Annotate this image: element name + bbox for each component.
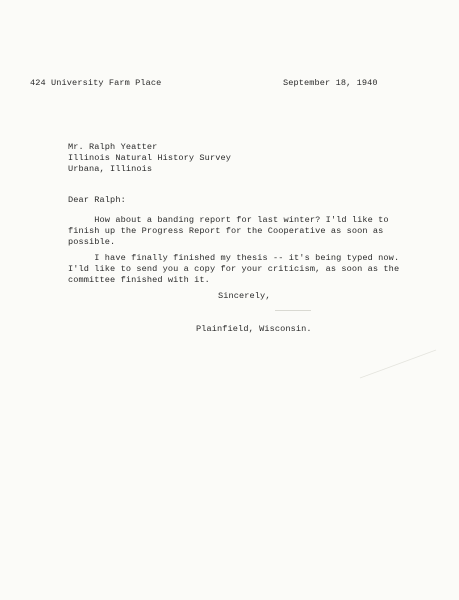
- closing: Sincerely,: [218, 291, 271, 301]
- recipient-line: Urbana, Illinois: [68, 164, 153, 174]
- body-line: finish up the Progress Report for the Cooperative as soon as: [68, 226, 384, 236]
- letter-date: September 18, 1940: [283, 78, 378, 88]
- body-line: committee finished with it.: [68, 275, 210, 285]
- body-line: I have finally finished my thesis -- it's being typed now.: [68, 253, 400, 263]
- signature-place: Plainfield, Wisconsin.: [196, 324, 312, 334]
- sender-address: 424 University Farm Place: [30, 78, 162, 88]
- recipient-line: Mr. Ralph Yeatter: [68, 142, 158, 152]
- body-line: possible.: [68, 237, 116, 247]
- salutation: Dear Ralph:: [68, 195, 126, 205]
- faint-mark: [275, 310, 311, 311]
- recipient-line: Illinois Natural History Survey: [68, 153, 231, 163]
- body-line: I'ld like to send you a copy for your criticism, as soon as the: [68, 264, 400, 274]
- body-line: How about a banding report for last winter? I'ld like to: [68, 215, 389, 225]
